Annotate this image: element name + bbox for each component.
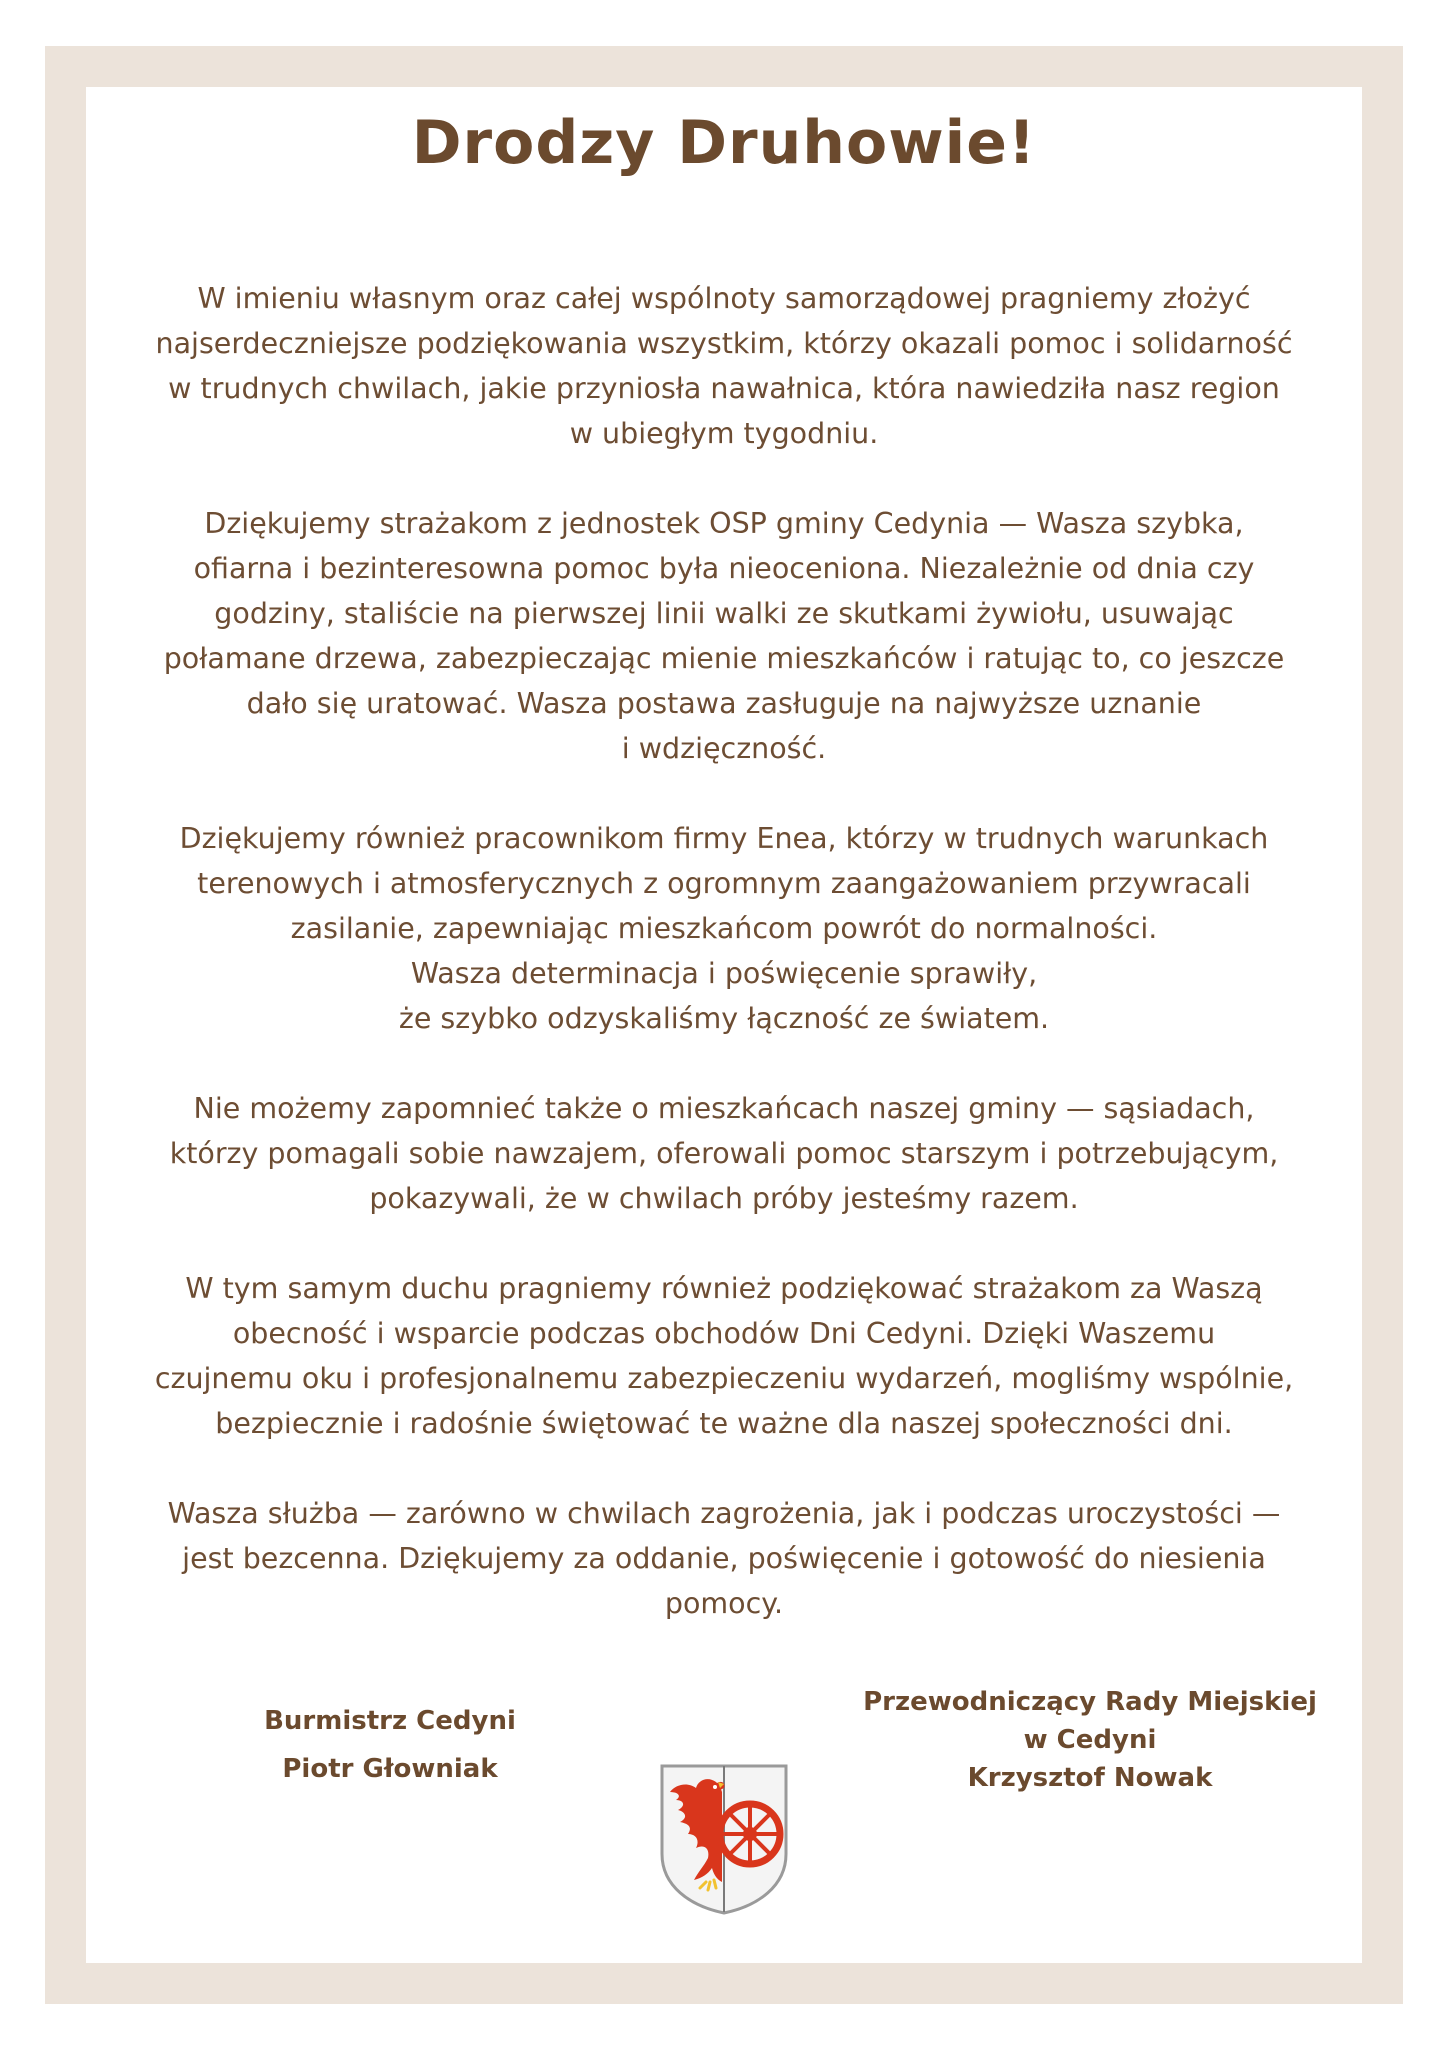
signature-role: Burmistrz Cedyni [264,1706,516,1736]
text-line: Wasza determinacja i poświęcenie sprawiły, [410,957,1038,990]
signature-role: Przewodniczący Rady Miejskiej [863,1687,1317,1717]
signature-role-location: w Cedyni [1023,1725,1157,1755]
text-line: pomocy. [664,1587,784,1620]
signature-mayor [200,1697,580,1793]
paragraph-thanks-intro [100,276,1348,456]
paragraph-firefighters [100,501,1348,771]
text-line: Dziękujemy również pracownikom firmy Enea, którzy w trudnych warunkach [179,822,1269,855]
text-line: Nie możemy zapomnieć także o mieszkańcach naszej gminy — sąsiadach, [193,1092,1255,1125]
text-line: godziny, staliście na pierwszej linii walki ze skutkami żywiołu, usuwając [214,597,1234,630]
text-line: Dziękujemy strażakom z jednostek OSP gminy Cedynia — Wasza szybka, [204,507,1244,540]
paragraph-residents [100,1086,1348,1221]
text-line: W imieniu własnym oraz całej wspólnoty samorządowej pragniemy złożyć [197,282,1251,315]
signature-name: Piotr Głowniak [282,1754,498,1784]
text-line: obecność i wsparcie podczas obchodów Dni Cedyni. Dzięki Waszemu [232,1317,1216,1350]
text-line: bezpiecznie i radośnie świętować te ważne dla naszej społeczności dni. [215,1407,1233,1440]
text-line: pokazywali, że w chwilach próby jesteśmy razem. [369,1182,1079,1215]
text-line: zasilanie, zapewniając mieszkańcom powrót do normalności. [290,912,1158,945]
paragraph-days-of-cedynia [100,1266,1348,1446]
text-line: że szybko odzyskaliśmy łączność ze światem. [398,1002,1050,1035]
text-line: i wdzięczność. [621,732,827,765]
text-line: czujnemu oku i profesjonalnemu zabezpieczeniu wydarzeń, mogliśmy wspólnie, [154,1362,1294,1395]
page-title: Drodzy Druhowie! [411,108,1037,178]
text-line: ofiarna i bezinteresowna pomoc była nieoceniona. Niezależnie od dnia czy [193,552,1255,585]
text-line: terenowych i atmosferycznych z ogromnym zaangażowaniem przywracali [197,867,1251,900]
text-line: połamane drzewa, zabezpieczając mienie mieszkańców i ratując to, co jeszcze [163,642,1285,675]
paragraph-closing [100,1491,1348,1626]
text-line: w trudnych chwilach, jakie przyniosła nawałnica, która nawiedziła nasz region [168,372,1280,405]
text-line: w ubiegłym tygodniu. [569,417,879,450]
text-line: jest bezcenna. Dziękujemy za oddanie, poświęcenie i gotowość do niesienia [182,1542,1266,1575]
letter-body [100,276,1348,1671]
text-line: najserdeczniejsze podziękowania wszystkim, którzy okazali pomoc i solidarność [155,327,1293,360]
text-line: dało się uratować. Wasza postawa zasługuje na najwyższe uznanie [246,687,1202,720]
text-line: którzy pomagali sobie nawzajem, oferowali pomoc starszym i potrzebującym, [169,1137,1279,1170]
signature-name: Krzysztof Nowak [967,1763,1213,1793]
signature-council-chairman [830,1683,1350,1797]
text-line: Wasza służba — zarówno w chwilach zagrożenia, jak i podczas uroczystości — [167,1497,1281,1530]
paragraph-enea [100,816,1348,1041]
text-line: W tym samym duchu pragniemy również podziękować strażakom za Waszą [185,1272,1263,1305]
cedynia-coat-of-arms-icon [658,1762,790,1916]
